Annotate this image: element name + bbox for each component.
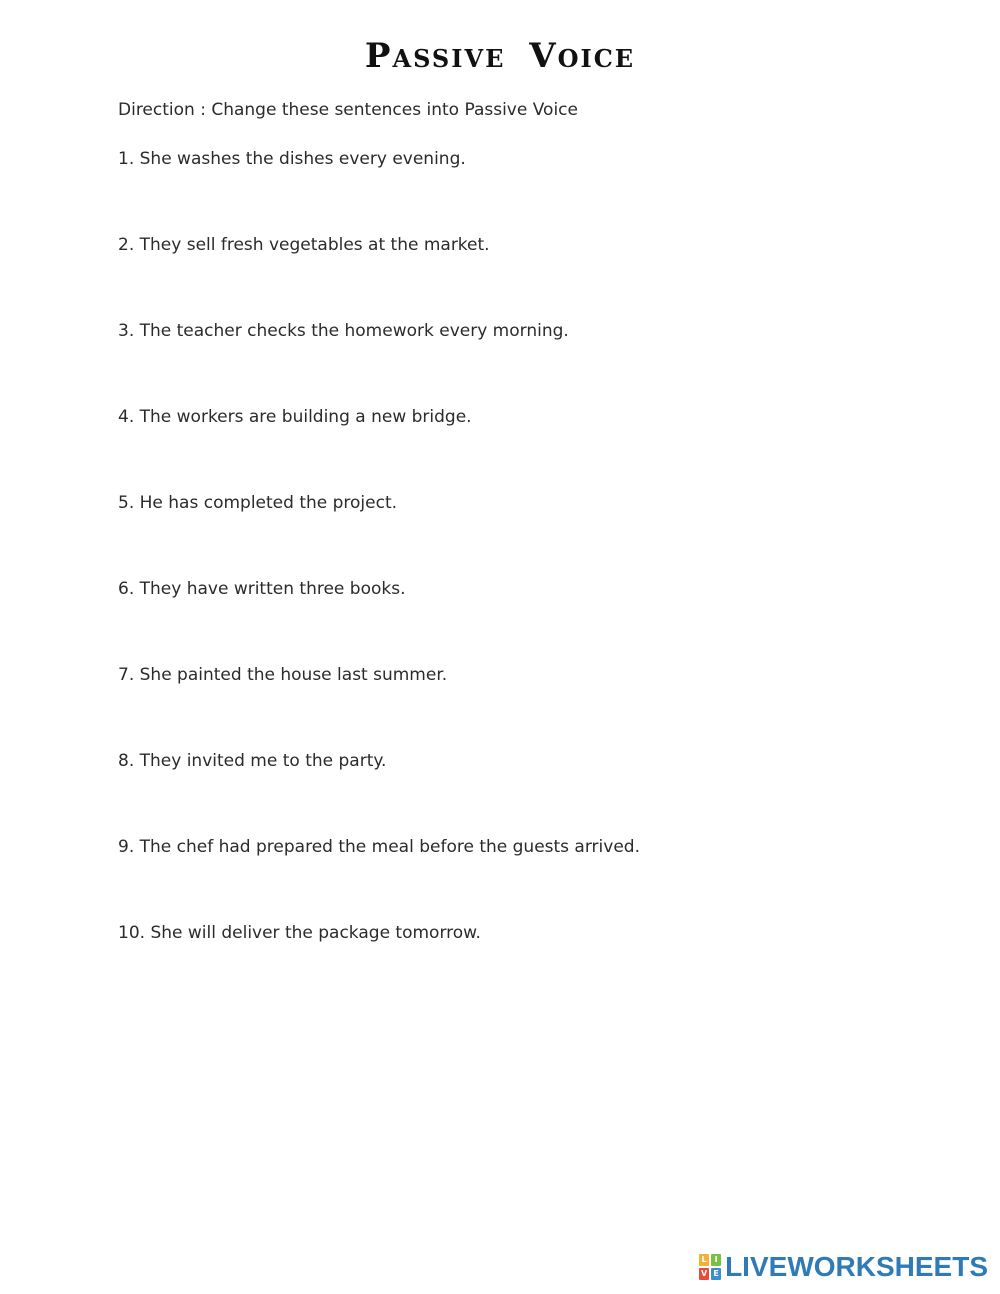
question-10: 10. She will deliver the package tomorrow. <box>118 923 481 943</box>
question-7: 7. She painted the house last summer. <box>118 665 448 685</box>
question-list <box>118 147 640 1007</box>
liveworksheets-logo <box>699 1252 988 1282</box>
question-4: 4. The workers are building a new bridge. <box>118 407 472 427</box>
logo-mark-l: L <box>699 1254 709 1266</box>
question-6: 6. They have written three books. <box>118 579 406 599</box>
question-2: 2. They sell fresh vegetables at the market. <box>118 235 490 255</box>
logo-mark-i: I <box>711 1254 721 1266</box>
logo-mark-v: V <box>700 1269 708 1278</box>
logo-mark-e: E <box>711 1268 721 1280</box>
question-9: 9. The chef had prepared the meal before the guests arrived. <box>118 837 640 857</box>
direction-text: Direction : Change these sentences into Passive Voice <box>118 100 578 120</box>
question-5: 5. He has completed the project. <box>118 493 398 513</box>
question-1: 1. She washes the dishes every evening. <box>118 149 466 169</box>
question-8: 8. They invited me to the party. <box>118 751 387 771</box>
worksheet-title: Passive Voice <box>364 36 636 76</box>
logo-text: LIVEWORKSHEETS <box>725 1251 988 1282</box>
liveworksheets-logo-icon <box>699 1254 721 1280</box>
question-3: 3. The teacher checks the homework every morning. <box>118 321 569 341</box>
